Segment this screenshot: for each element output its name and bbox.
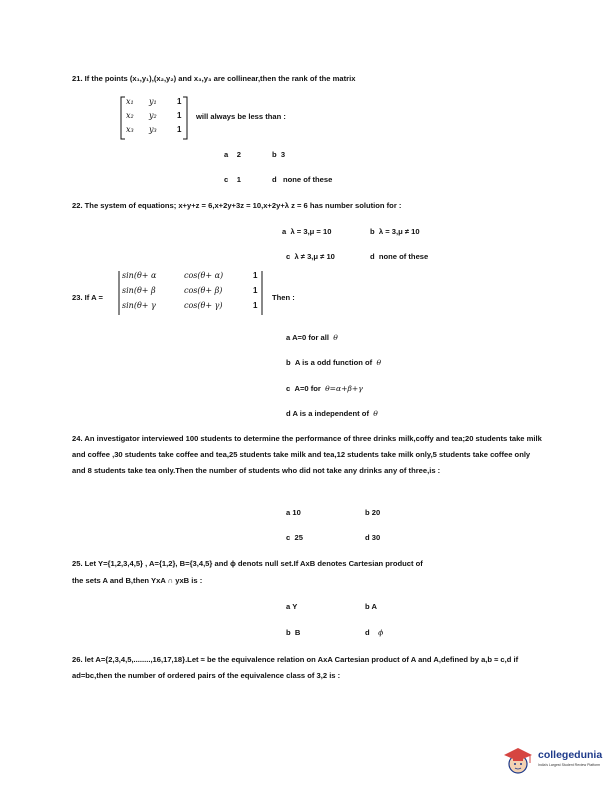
q23-m-r3c3: 1 (253, 301, 258, 310)
option-text: none of these (378, 252, 429, 261)
q23-m-r2c1: sin(θ+ β (122, 286, 156, 295)
q21-option-b[interactable] (272, 150, 285, 159)
option-text: Y (292, 602, 298, 611)
brand-tagline: India's Largest Student Review Platform (538, 763, 601, 767)
q21-prefix: 21. If the points (72, 74, 130, 83)
option-label: c (286, 384, 291, 393)
option-label: c (224, 175, 229, 184)
option-math: θ (373, 409, 378, 418)
collegedunia-logo[interactable] (500, 745, 605, 775)
q21-after-text: will always be less than : (196, 112, 286, 121)
option-text: A is a odd function of (294, 358, 373, 367)
q21-m-r2c1: x₂ (126, 111, 134, 120)
q26-question: 26. let A={2,3,4,5,........,16,17,18}.Let ≈ be the equivalence relation on AxA Cartesian product of A and A,defined by a,b ≈ c,d if ad=bc,then the number of ordered pairs of the equivalence class of 3,2 is : (72, 655, 519, 680)
option-text: A is a independent of (292, 409, 369, 418)
q25-question-line1: 25. Let Y={1,2,3,4,5} , A={1,2}, B={3,4,5} and ϕ denots null set.If AxB denotes Cartesian product of (72, 559, 423, 568)
q23-m-r3c1: sin(θ+ γ (122, 301, 156, 310)
option-text: 3 (280, 150, 286, 159)
q21-m-r1c3: 1 (177, 97, 182, 106)
option-text: A=0 for (294, 384, 321, 393)
q24-option-b[interactable] (365, 508, 380, 517)
q21-question (72, 74, 355, 83)
q21-m-r2c3: 1 (177, 111, 182, 120)
option-text: ϕ (378, 628, 384, 637)
option-label: b (365, 602, 370, 611)
option-text: 25 (294, 533, 303, 542)
option-text: 1 (236, 175, 241, 184)
option-text: 10 (292, 508, 301, 517)
option-text: none of these (282, 175, 333, 184)
q25-option-b[interactable] (365, 602, 377, 611)
q22-option-a[interactable] (282, 227, 331, 236)
q21-points: (x₁,y₁),(x₂,y₂) (129, 74, 177, 83)
option-label: b (272, 150, 277, 159)
q23-m-r1c2: cos(θ+ α) (184, 271, 224, 280)
q24-option-d[interactable] (365, 533, 380, 542)
q23-option-b[interactable] (286, 358, 381, 367)
q23-option-a[interactable] (286, 333, 338, 342)
option-label: a (286, 602, 291, 611)
option-label: a (286, 508, 291, 517)
q23-option-c[interactable] (286, 384, 363, 393)
q23-m-r2c2: cos(θ+ β) (184, 286, 223, 295)
q23-prefix: 23. If A = (72, 293, 103, 302)
option-label: a (286, 333, 291, 342)
q21-m-r3c1: x₃ (126, 125, 134, 134)
q21-option-c[interactable] (224, 175, 241, 184)
option-text: 30 (371, 533, 381, 542)
option-label: d (365, 533, 370, 542)
q21-m-r2c2: y₂ (149, 111, 157, 120)
option-math: θ (333, 333, 338, 342)
option-label: b (370, 227, 375, 236)
option-label: b (365, 508, 370, 517)
q21-matrix (120, 96, 192, 140)
q23-m-r1c1: sin(θ+ α (122, 271, 157, 280)
option-text: B (294, 628, 301, 637)
option-text: A (371, 602, 377, 611)
q21-option-a[interactable] (224, 150, 241, 159)
q21-option-d[interactable] (272, 175, 332, 184)
brand-name: collegedunia (538, 749, 603, 761)
option-text: λ ≠ 3,μ ≠ 10 (294, 252, 335, 261)
option-label: d (286, 409, 291, 418)
option-text: 20 (371, 508, 381, 517)
option-label: d (272, 175, 277, 184)
q25-option-c[interactable] (286, 628, 300, 637)
q22-option-c[interactable] (286, 252, 335, 261)
q24-question: 24. An investigator interviewed 100 students to determine the performance of three drinks milk,coffy and tea;20 students take milk and coffee ,30 students take coffee and tea,25 students take milk and tea,12 students take milk only,5 students take coffee only and 8 students take tea only.Then the number of students who did not take any drinks any of three,is : (72, 434, 542, 475)
option-math: θ (376, 358, 382, 367)
q21-m-r1c2: y₁ (149, 97, 157, 106)
q22-question: 22. The system of equations; x+y+z = 6,x+2y+3z = 10,x+2y+λ z = 6 has number solution for : (72, 201, 402, 210)
q21-suffix: are collinear,then the rank of the matrix (211, 74, 356, 83)
option-label: b (286, 628, 291, 637)
q25-option-d[interactable] (365, 628, 383, 637)
option-label: a (224, 150, 229, 159)
q23-m-r2c3: 1 (253, 286, 258, 295)
graduate-cap-icon (500, 745, 536, 775)
option-text: λ = 3,μ = 10 (290, 227, 332, 236)
q23-then: Then : (272, 293, 295, 302)
q24-option-a[interactable] (286, 508, 301, 517)
option-label: b (286, 358, 291, 367)
option-math: θ=α+β+γ (325, 384, 363, 393)
option-label: d (370, 252, 375, 261)
option-text: 2 (236, 150, 241, 159)
q22-option-b[interactable] (370, 227, 420, 236)
q21-m-r3c2: y₃ (149, 125, 157, 134)
q25-question-line2: the sets A and B,then YxA ∩ yxB is : (72, 576, 203, 585)
option-label: a (282, 227, 287, 236)
q21-mid: and (176, 74, 194, 83)
q22-option-d[interactable] (370, 252, 428, 261)
q21-m-r3c3: 1 (177, 125, 182, 134)
option-text: A=0 for all (292, 333, 329, 342)
q23-m-r3c2: cos(θ+ γ) (184, 301, 223, 310)
q23-m-r1c3: 1 (253, 271, 258, 280)
q25-option-a[interactable] (286, 602, 297, 611)
q21-m-r1c1: x₁ (126, 97, 134, 106)
q24-option-c[interactable] (286, 533, 303, 542)
option-text: λ = 3,μ ≠ 10 (378, 227, 420, 236)
option-label: c (286, 252, 291, 261)
q23-matrix (118, 270, 264, 316)
option-label: c (286, 533, 291, 542)
q21-point3: x₃,y₃ (193, 74, 212, 83)
option-label: d (365, 628, 370, 637)
q23-option-d[interactable] (286, 409, 378, 418)
